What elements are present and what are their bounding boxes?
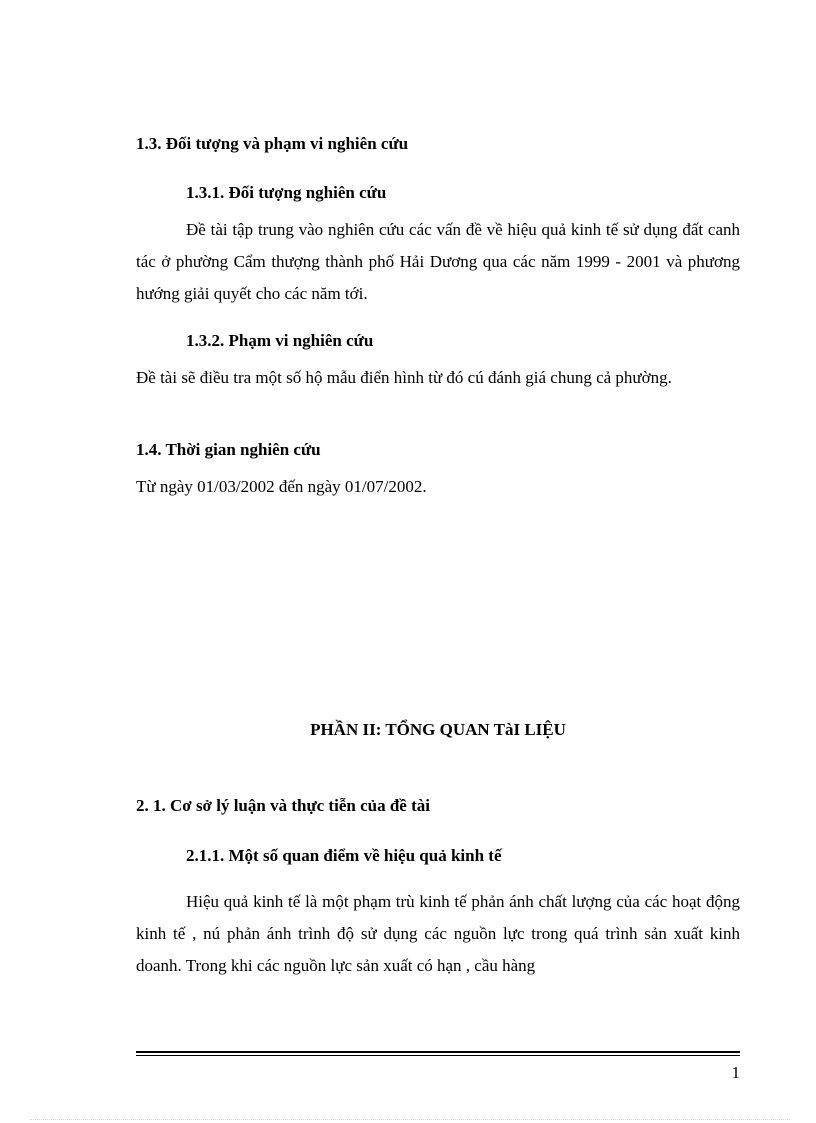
paragraph-1-3-2: Đề tài sẽ điều tra một số hộ mẫu điển hình từ đó cú đánh giá chung cả phường. (136, 368, 672, 387)
paragraph-2-1-1-text: Hiệu quả kinh tế là một phạm trù kinh tế phản ánh chất lượng của các hoạt động kinh tế , nú phản ánh trình độ sử dụng các nguồn lực trong quá trình sản xuất kinh doanh. Trong khi các nguồn lực sản xuất có hạn , cầu hàng (136, 892, 740, 975)
heading-1-3-2: 1.3.2. Phạm vi nghiên cứu (186, 331, 374, 350)
heading-2-1-1: 2.1.1. Một số quan điểm về hiệu quả kinh tế (186, 846, 502, 865)
page-edge-dotted-line (30, 1119, 790, 1120)
heading-2-1: 2. 1. Cơ sở lý luận và thực tiễn của đề tài (136, 796, 430, 815)
heading-1-3-1: 1.3.1. Đối tượng nghiên cứu (186, 183, 387, 202)
footer-rule-thin (136, 1055, 740, 1056)
paragraph-1-3-1 (136, 214, 740, 310)
paragraph-1-3-1-text: Đề tài tập trung vào nghiên cứu các vấn đề về hiệu quả kinh tế sử dụng đất canh tác ở phường Cẩm thượng thành phố Hải Dương qua các năm 1999 - 2001 và phương hướng giải quyết cho các năm tới. (136, 220, 740, 303)
heading-1-3: 1.3. Đối tượng và phạm vi nghiên cứu (136, 134, 409, 153)
heading-1-4: 1.4. Thời gian nghiên cứu (136, 440, 321, 459)
paragraph-2-1-1 (136, 886, 740, 982)
page-number: 1 (731, 1063, 740, 1082)
part-2-title: PHẦN II: TỔNG QUAN TàI LIỆU (310, 720, 566, 739)
footer-rule-thick (136, 1051, 740, 1053)
paragraph-1-4: Từ ngày 01/03/2002 đến ngày 01/07/2002. (136, 477, 427, 496)
